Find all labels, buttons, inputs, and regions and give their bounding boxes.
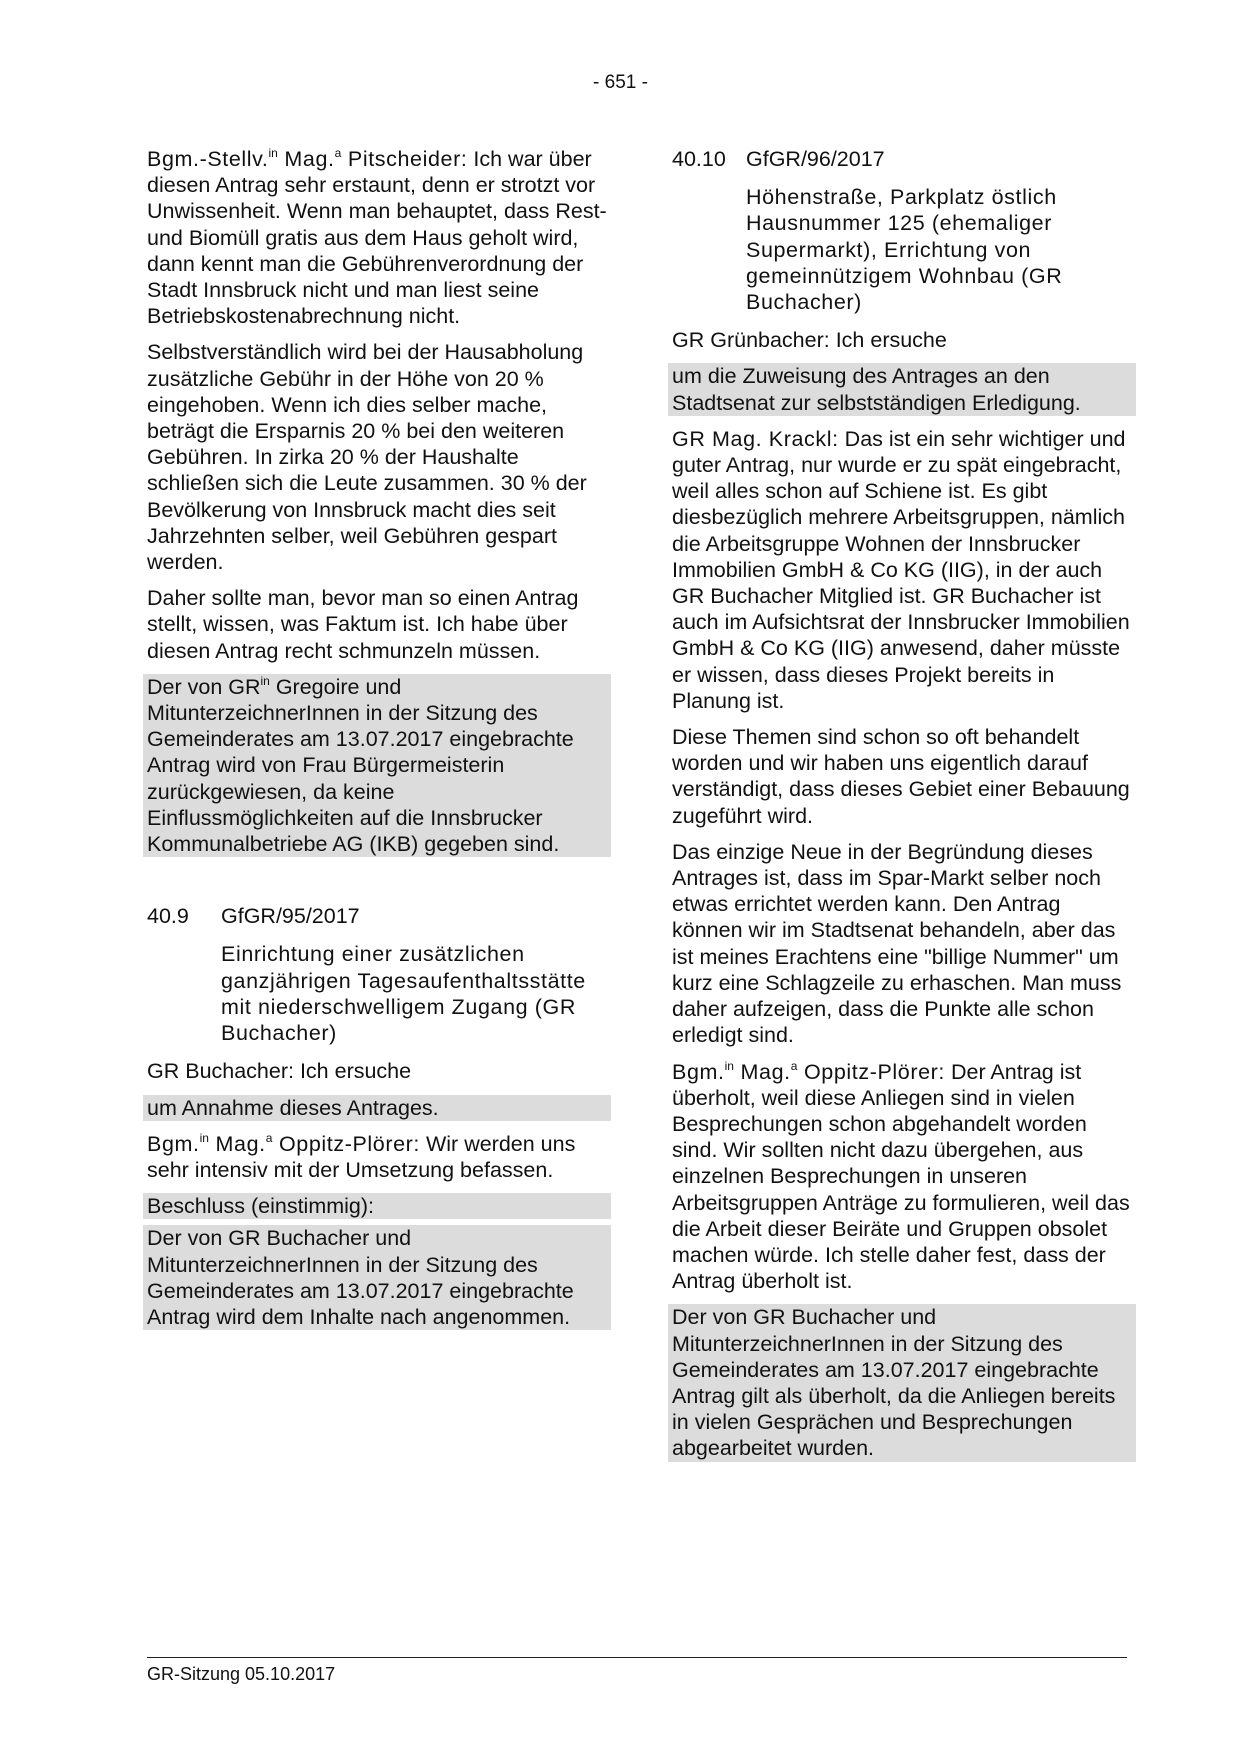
- speaker-title: Mag.: [208, 1131, 266, 1156]
- right-column: [672, 146, 1132, 1472]
- footer-divider: [147, 1657, 1127, 1658]
- spacer: [147, 867, 607, 903]
- speaker-name: Bgm.: [147, 1131, 200, 1156]
- paragraph-begruendung: Das einzige Neue in der Begründung dieses Antrages ist, dass im Spar-Markt selber noch etwas errichtet werden kann. Den Antrag können wir im Stadtsenat behandeln, aber das ist meines Erachtens eine "billige Nummer" um kurz eine Schlagzeile zu erhaschen. Man muss daher aufzeigen, dass die Punkte alle schon erledigt sind.: [672, 839, 1122, 1048]
- paragraph-pitscheider: [147, 146, 607, 329]
- paragraph-request-intro: GR Grünbacher: Ich ersuche: [672, 328, 947, 353]
- agenda-item-heading: [672, 146, 1132, 172]
- left-column: [147, 146, 607, 1340]
- decision-text: Der von GR: [147, 674, 261, 699]
- paragraph-hausabholung: Selbstverständlich wird bei der Hausabholung zusätzliche Gebühr in der Höhe von 20 % eingehoben. Wenn ich dies selber mache, beträgt die Ersparnis 20 % bei den weiteren Gebühren. In zirka 20 % der Haushalte schließen sich die Leute zusammen. 30 % der Bevölkerung von Innsbruck macht dies seit Jahrzehnten selber, weil Gebühren gespart werden.: [147, 340, 587, 575]
- request-box: um die Zuweisung des Antrages an den Stadtsenat zur selbstständigen Erledigung.: [668, 363, 1136, 415]
- paragraph-krackl: [672, 426, 1132, 714]
- superscript: in: [199, 1130, 209, 1145]
- paragraph-text: Der Antrag ist überholt, weil diese Anliegen sind in vielen Besprechungen schon abgehandelt worden sind. Wir sollten nicht dazu übergehen, aus einzelnen Besprechungen in unseren Arbeitsgruppen Anträge zu formulieren, weil das die Arbeit dieser Beiräte und Gruppen obsolet machen würde. Ich stelle daher fest, dass der Antrag überholt ist.: [672, 1059, 1130, 1294]
- decision-text: Gregoire und MitunterzeichnerInnen in der Sitzung des Gemeinderates am 13.07.2017 eingebrachte Antrag wird von Frau Bürgermeisterin zurückgewiesen, da keine Einflussmöglichkeiten auf die Innsbrucker Kommunalbetriebe AG (IKB) gegeben sind.: [147, 674, 574, 857]
- superscript: a: [334, 146, 342, 160]
- resolution-label: Beschluss (einstimmig):: [143, 1193, 611, 1219]
- superscript: a: [790, 1058, 798, 1073]
- paragraph-text: Das ist ein sehr wichtiger und guter Antrag, nur wurde er zu spät eingebracht, weil alles schon auf Schiene ist. Es gibt diesbezüglich mehrere Arbeitsgruppen, nämlich die Arbeitsgruppe Wohnen der Innsbrucker Immobilien GmbH & Co KG (IIG), in der auch GR Buchacher Mitglied ist. GR Buchacher ist auch im Aufsichtsrat der Innsbrucker Immobilien GmbH & Co KG (IIG) anwesend, daher müsste er wissen, dass dieses Projekt bereits in Planung ist.: [672, 426, 1130, 713]
- speaker-surname: Oppitz-Plörer:: [272, 1131, 421, 1156]
- speaker-title: Mag.: [277, 147, 335, 171]
- paragraph-text: Ich war über diesen Antrag sehr erstaunt, denn er strotzt vor Unwissenheit. Wenn man behauptet, dass Rest- und Biomüll gratis aus dem Haus geholt wird, dann kennt man die Gebührenverordnung der Stadt Innsbruck nicht und man liest seine Betriebskostenabrechnung nicht.: [147, 147, 607, 329]
- decision-box-gregoire: [143, 674, 611, 857]
- agenda-item-heading: [147, 903, 607, 929]
- speaker-name: Bgm.-Stellv.: [147, 147, 269, 171]
- speaker-name: Bgm.: [672, 1059, 725, 1084]
- speaker-surname: Oppitz-Plörer:: [797, 1059, 946, 1084]
- paragraph-faktum: Daher sollte man, bevor man so einen Antrag stellt, wissen, was Faktum ist. Ich habe über diesen Antrag recht schmunzeln müssen.: [147, 586, 579, 663]
- superscript: in: [268, 146, 278, 160]
- superscript: a: [265, 1130, 273, 1145]
- speaker-name: GR Mag. Krackl:: [672, 426, 839, 451]
- agenda-item-number: 40.9: [147, 904, 189, 929]
- footer-session-date: GR-Sitzung 05.10.2017: [147, 1664, 336, 1684]
- paragraph-request-intro: GR Buchacher: Ich ersuche: [147, 1059, 412, 1084]
- agenda-item-number: 40.10: [672, 147, 726, 171]
- paragraph-oppitz-ploerer: [672, 1059, 1132, 1295]
- superscript: in: [724, 1058, 734, 1073]
- paragraph-themen: Diese Themen sind schon so oft behandelt worden und wir haben uns eigentlich darauf verständigt, dass dieses Gebiet einer Bebauung zugeführt wird.: [672, 725, 1130, 828]
- agenda-item-code: GfGR/96/2017: [746, 147, 885, 171]
- agenda-item-subject: Höhenstraße, Parkplatz östlich Hausnummer 125 (ehemaliger Supermarkt), Errichtung von gemeinnützigem Wohnbau (GR Buchacher): [746, 185, 1063, 315]
- superscript: in: [260, 673, 270, 688]
- speaker-surname: Pitscheider:: [341, 147, 468, 171]
- speaker-title: Mag.: [733, 1059, 791, 1084]
- agenda-item-code: GfGR/95/2017: [221, 904, 360, 929]
- page-number: - 651 -: [593, 72, 648, 93]
- paragraph-text: Wir werden uns sehr intensiv mit der Umsetzung befassen.: [147, 1131, 576, 1182]
- paragraph-oppitz-ploerer: [147, 1131, 607, 1183]
- resolution-text: Der von GR Buchacher und MitunterzeichnerInnen in der Sitzung des Gemeinderates am 13.07.2017 eingebrachte Antrag wird dem Inhalte nach angenommen.: [143, 1225, 611, 1330]
- decision-box-buchacher: Der von GR Buchacher und MitunterzeichnerInnen in der Sitzung des Gemeinderates am 13.07.2017 eingebrachte Antrag gilt als überholt, da die Anliegen bereits in vielen Gesprächen und Besprechungen abgearbeitet wurden.: [668, 1304, 1136, 1461]
- request-box: um Annahme dieses Antrages.: [143, 1095, 611, 1121]
- agenda-item-subject: Einrichtung einer zusätzlichen ganzjährigen Tagesaufenthaltsstätte mit niederschwelligem Zugang (GR Buchacher): [221, 942, 586, 1046]
